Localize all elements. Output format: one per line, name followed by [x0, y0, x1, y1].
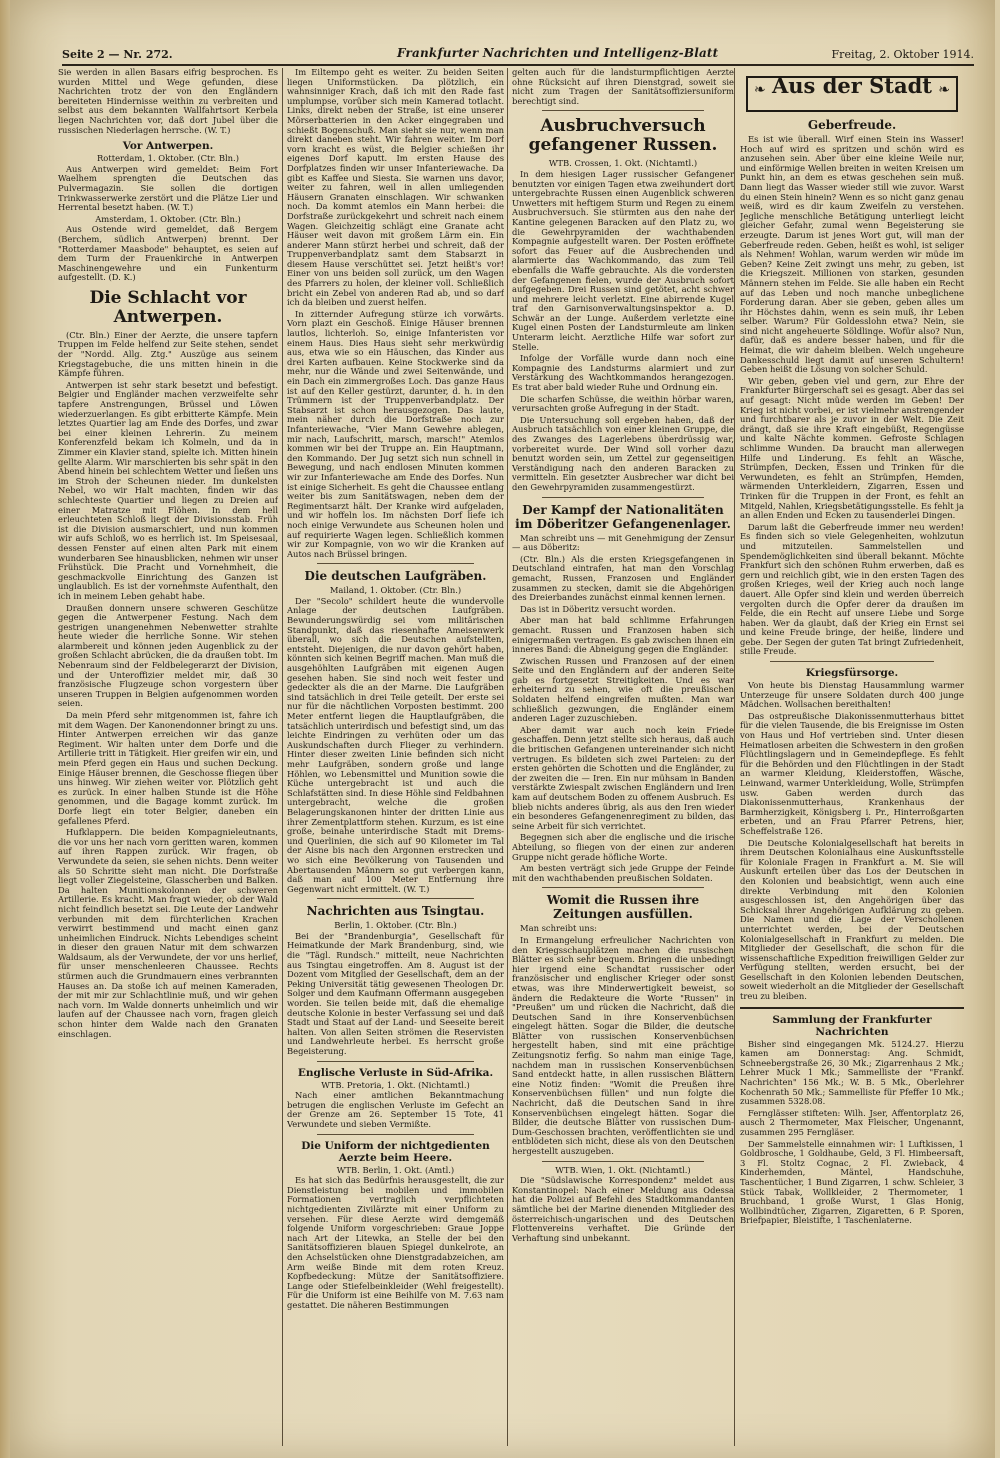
page-number: Seite 2 — Nr. 272.: [62, 48, 173, 61]
article-text: Am besten verträgt sich jede Gruppe der Feinde mit den wachthabenden preußischen Soldaten.: [512, 863, 734, 883]
article-text: In Ermangelung erfreulicher Nachrichten von den Kriegsschauplätzen machen die russischen Blätter es sich sehr bequem. Bringen die unbedingt hier irgend eine Schandtat russischer oder französischer und englischer Krieger oder sonst etwas, was ihre Minderwertigkeit beweist, so ändern die Redakteure die Worte "Russen" in "Preußen" um und rücken die Nachricht, daß die Deutschen Sand in ihre Konservenbüchsen eingelegt hätten. Sogar die Bilder, die deutsche Blätter von russischen Konservenbüchsen hergestellt haben, sind mit eine prächtige Zeitungsnotiz ferfig. So nahm man einige Tage, nachdem man in russischen Konservenbüchsen Sand entdeckt hatte, in allen russischen Blättern eine Notiz finden: "Womit die Preußen ihre Konservenbüchsen füllen" und nun folgte die Nachricht, daß die Deutschen Sand in ihre Konservenbüchsen eingelegt hätten. Sogar die Bilder, die deutsche Blätter von russischen Dum-Dum-Geschossen brachten, veröffentlichten sie und entblödeten sich nicht, diese als von den Deutschen hergestellt auszugeben.: [512, 934, 734, 1156]
headline-geberfreude: Geberfreude.: [807, 118, 897, 132]
column-rule: [734, 68, 735, 1446]
dateline: WTB. Berlin, 1. Okt. (Amtl.): [336, 1164, 455, 1175]
divider: [317, 563, 474, 564]
headline-englische-verluste: Englische Verluste in Süd-Afrika.: [297, 1066, 494, 1079]
article-text: Aus Antwerpen wird gemeldet: Beim Fort Waelhem sprengten die Deutschen das Pulvermagazin. Sie sollen die dortigen Trinkwasserwerke zerstört und die Plätze Lier und Herrental besetzt haben. (W. T.): [58, 163, 278, 213]
divider: [542, 887, 704, 888]
headline-tsingtau: Nachrichten aus Tsingtau.: [306, 904, 485, 919]
article-text: Der Sammelstelle einnahmen wir: 1 Luftkissen, 1 Goldbrosche, 1 Goldhaube, Geld, 3 Fl. Himbeersaft, 3 Fl. Stoltz Cognac, 2 Fl. Zwieback, 4 Kinderhemden, Mäntel, Handschuhe, Taschentücher, 1 Bund Zigarren, 1 schw. Schleier, 3 Stück Tabak, Wollkleider, 2 Thermometer, 1 Bruchband, 1 große Wurst, 1 Glas Honig, Wollbindtücher, Zigarren, Zigaretten, 6 P. Sporen, Briefpapier, Bleistifte, 1 Taschenlaterne.: [740, 1138, 964, 1226]
divider: [542, 110, 704, 111]
ornament-icon: ❧: [754, 82, 766, 98]
divider: [542, 497, 704, 498]
article-text: Antwerpen ist sehr stark besetzt und befestigt. Belgier und Engländer machen verzweifelte sehr tapfere Anstrengungen, Brüssel und Löwen wiederzuerlangen. Es gibt erbitterte Kämpfe. Mein letztes Quartier lag am Ende des Dorfes, und zwar bei einer kleinen Lehrerin. Zu meinem Konferenzfeld bekam ich Kolmeln, und da in Zimmer ein Klavier stand, spielte ich. Mitten hinein gellte Alarm. Wir marschierten bis sehr spät in den Abend hinein bei schlechtem Wetter und ließen uns im Stroh der Scheunen nieder. Im dunkelsten Nebel, wo wir Halt machten, finden wir das schlechteste Quartier und liegen zu Dreien auf einer Matratze mit Flöhen. In dem hell erleuchteten Schloß liegt der Divisionsstab. Früh ist die Division ausmarschiert, und nun kommen wir aufs Schloß, wo es herrlich ist. Im Speisesaal, dessen Fenster auf einen alten Park mit einem wunderbaren See hinausblicken, nehmen wir unser Frühstück. Die Pracht und Vornehmheit, die geschmackvolle Einrichtung des Ganzen ist unglaublich. Es ist der vornehmste Aufenthalt, den ich in meinem Leben gehabt habe.: [58, 379, 278, 601]
article-text: Infolge der Vorfälle wurde dann noch eine Kompagnie des Landsturms alarmiert und zur Verstärkung des Wachtkommandos herangezogen. Es trat aber bald wieder Ruhe und Ordnung ein.: [512, 353, 734, 393]
article-text: Hufklappern. Die beiden Kompagnieleutnants, die vor uns her nach vorn geritten waren, kommen auf ihren Rappen zurück. Wir fragen, ob Verwundete da seien, sie sehen nichts. Denn weiter als 50 Schritte sieht man nicht. Die Dorfstraße liegt voller Ziegelsteine, Glasscherben und Balken. Da halten Munitionskolonnen der schweren Artillerie. Es kracht. Man fragt wieder, ob der Wald nicht feindlich besetzt sei. Die Leute der Landwehr verbunden mit dem fürchterlichen Krachen verwirrt bestimmend und macht einen ganz unheimlichen Eindruck. Nichts Lebendiges scheint in dieser den grauen Natur mit dem schwarzen Waldsaum, als der Verwundete, der vor uns herlief, für unser menschenleeren Chaussee. Rechts stürmen auch die Grundmauern eines verbrannten Hauses an. Da stoße ich auf meinen Kameraden, der mit mir zur Schlachtlinie muß, und wir gehen nach vorn. Im Walde donnerts unheimlich und wir laufen auf der Chaussee nach vorn, fragen gleich schon hinter dem Walde nach den Granaten einschlagen.: [58, 827, 278, 1039]
column-3: [512, 68, 734, 1446]
article-text: Man schreibt uns:: [520, 923, 597, 934]
dateline: Rotterdam, 1. Oktober. (Ctr. Bln.): [97, 153, 239, 164]
dateline: WTB. Wien, 1. Okt. (Nichtamtl.): [555, 1164, 691, 1175]
divider: [542, 1161, 704, 1162]
article-text: Draußen donnern unsere schweren Geschütze gegen die Antwerpener Festung. Nach dem gestrigen unangenehmen Nebenwetter strahlte heute wieder die herrliche Sonne. Wir stehen alarmbereit und können jeden Augenblick zu der großen Schlacht abrücken, die da draußen tobt. Im Nebenraum sind der Feldbelegerarzt der Division, und der Unteroffizier meldet mir, daß 30 französische Flugzeuge schon vorgestern über unseren Truppen in Belgien aufgenommen worden seien.: [58, 602, 278, 709]
article-text: Da mein Pferd sehr mitgenommen ist, fahre ich mit dem Wagen. Der Kanonendonner bringt zu uns. Hinter Antwerpen erreichen wir das ganze Regiment. Wir halten unter dem Dorfe und die Artillerie tritt in Tätigkeit. Hier greifen wir ein, und mein Pferd gegen ein Haus und suchen Deckung. Einige Häuser brennen, die Geschosse fliegen über uns hinweg. Wir ziehen weiter vor. Plötzlich geht es zurück. In einer halben Stunde ist die Höhe genommen, und die Bagage kommt zurück. Im Dorfe liegt ein toter Belgier, daneben ein gefallenes Pferd.: [58, 710, 278, 826]
headline-kriegsfuersorge: Kriegsfürsorge.: [805, 667, 899, 680]
article-text: (Ctr. Bln.) Als die ersten Kriegsgefangenen in Deutschland eintrafen, hat man den Vorschlag gemacht, Russen, Franzosen und Engländer zusammen zu stecken, damit sie die Abgehörigen des Dreierbandes zunächst einmal kennen lernen.: [512, 553, 734, 603]
column-rule: [282, 68, 283, 1446]
divider: [770, 661, 934, 662]
article-text: Die "Südslawische Korrespondenz" meldet aus Konstantinopel: Nach einer Meldung aus Odessa hat die Polizei auf Befehl des Stadtkommandanten sämtliche bei der Marine dienenden Mitglieder des österreichisch-ungarischen und des Deutschen Flottenvereins verhaftet. Die Gründe der Verhaftung sind unbekannt.: [512, 1175, 734, 1243]
article-text: Begegnen sich aber die englische und die irische Abteilung, so fliegen von der einen zur anderen Gruppe nicht gerade höfliche Worte.: [512, 832, 734, 862]
article-text: Der "Secolo" schildert heute die wundervolle Anlage der deutschen Laufgräben. Bewunderungswürdig sei vom militärischen Standpunkt, daß das riesenhafte Ameisenwerk überall, wo sich die Deutschen aufstellten, entsteht. Diejenigen, die nur davon gehört haben, könnten sich keinen Begriff machen. Man muß die ausgehöhlten Laufgräben mit eigenen Augen gesehen haben. Sie sind noch weit fester und gedeckter als die an der Marne. Die Laufgräben sind tatsächlich in drei Teile geteilt. Der erste sei nur für die nächtlichen Vorposten bestimmt. 200 Meter entfernt liegen die Hauptlaufgräben, die tatsächlich unterirdisch und befestigt sind, um das leichte Eindringen zu verhüten oder um das Auskundschaften durch Flieger zu verhindern. Hinter dieser zweiten Linie befinden sich nicht mehr Laufgräben, sondern große und lange Höhlen, wo Lebensmittel und Munition sowie die Küche untergebracht ist und auch die Schlafstätten sind. In diese Höhle sind Feldbahnen untergebracht, welche die großen Belagerungskanonen hinter der dritten Linie aus ihrer Zementplattform stehen. Kurzum, es ist eine große, beinahe unterirdische Stadt mit Drems- und Querlinien, die sich auf 90 Kilometer im Tal der Aisne bis nach den Argonnen erstrecken und wo sich eine Bevölkerung von Tausenden und Abertausenden Männern so gut verbergen kann, daß man auf 100 Meter Entfernung ihre Gegenwart nicht ermittelt. (W. T.): [287, 595, 504, 894]
newspaper-page: [10, 0, 995, 1458]
article-text: Das ostpreußische Diakonissenmutterhaus bittet für die vielen Tausende, die bis Ereignisse im Osten von Haus und Hof vertrieben sind. Unter diesen Heimatlosen arbeiten die Schwestern in den großen Flüchtlingslagern und in Gemeindepflege. Es fehlt für die Behörden und den Flüchtlingen in der Stadt an warmer Kleidung, Kleiderstoffen, Wäsche, Leinwand, warmer Unterkleidung, Wolle, Strümpfen usw. Gaben werden durch das Diakonissenmutterhaus, Krankenhaus der Barmherzigkeit, Königsberg i. Pr., Hinterroßgarten erbeten, und an Frau Pfarrer Petrens, hier, Scheffelstraße 126.: [740, 710, 964, 836]
section-title-box: [746, 73, 958, 112]
article-text: Darum laßt die Geberfreude immer neu werden! Es finden sich so viele Gelegenheiten, wohlzutun und mitzuteilen. Sammelstellen und Spendemöglichkeiten sind überall bekannt. Möchte Frankfurt sich den schönen Ruhm erwerben, daß es gern und reichlich gibt, wie in den ersten Tagen des großen Krieges, weil der Krieg auch noch lange dauert. Alle Opfer sind klein und werden überreich vergolten durch die Opfer derer da draußen im Felde, die ein Recht auf unsere Liebe und Sorge haben. Wer da glaubt, daß der Krieg ein Ernst sei und keine Freude bringe, der heiße, lindere und gebe. Der Segen der guten Tat bringt Zufriedenheit, stille Freude.: [740, 521, 964, 657]
article-text: Es hat sich das Bedürfnis herausgestellt, die zur Dienstleistung bei mobilen und immobilen Formationen vertraglich verpflichteten nichtgedienten Zivilärzte mit einer Uniform zu versehen. Für diese Aerzte wird demgemäß folgende Uniform vorgeschrieben: Graue Joppe nach Art der Litewka, an Stelle der bei den Sanitätsoffizieren blauen Spiegel dunkelrote, an den Achselstücken ohne Dienstgradabzeichen, am Arm weiße Binde mit dem roten Kreuz. Kopfbedeckung: Mütze der Sanitätsoffiziere. Lange oder Stiefelbeinkleider (Wehl freigestellt). Für die Uniform ist eine Beihilfe von M. 7.63 nam gestattet. Die näheren Bestimmungen: [287, 1175, 504, 1310]
headline-uniform: Die Uniform der nichtgedienten Aerzte beim Heere.: [301, 1139, 490, 1164]
article-text: Fernglässer stifteten: Wilh. Jser, Affentorplatz 26, ausch 2 Thermometer, Max Fleischer, Ungenannt, zusammen 295 Ferngläser.: [740, 1107, 964, 1137]
article-text: Bisher sind eingegangen Mk. 5124.27. Hierzu kamen am Donnerstag: Ang. Schmidt, Schneebergstraße 26, 30 Mk.; Zigarrenhaus 2 Mk.; Lehrer Muck 1 Mk.; Sammelliste der "Frankf. Nachrichten" 156 Mk.; W. B. 5 Mk., Oberlehrer Kochenrath 50 Mk.; Sammelliste für Pfeffer 10 Mk.; zusammen 5328.08.: [740, 1038, 964, 1107]
divider: [317, 1061, 474, 1062]
divider: [317, 1134, 474, 1135]
headline-antwerpen: Vor Antwerpen.: [122, 140, 214, 153]
divider: [740, 1007, 964, 1009]
dateline: WTB. Crossen, 1. Okt. (Nichtamtl.): [548, 158, 698, 169]
article-text: Die Untersuchung soll ergeben haben, daß der Ausbruch tatsächlich von einer kleinen Gruppe, die des Zwanges des Lagerlebens überdrüssig war, vorbereitet wurde. Der Wind soll vorher dazu benutzt worden sein, um Zettel zur gegenseitigen Verständigung nach den anderen Baracken zu vermitteln. Ein gesetzter Ausbrecher war dicht bei den Gewehrpyramiden zusammengestürzt.: [512, 414, 734, 492]
dateline: Amsterdam, 1. Oktober. (Ctr. Bln.): [95, 213, 241, 224]
dateline: Mailand, 1. Oktober. (Ctr. Bln.): [329, 585, 462, 596]
article-text: In zitternder Aufregung stürze ich vorwärts. Vorn plazt ein Geschoß. Einige Häuser brennen lautlos, lichterloh. So, einige Infanteristen vor einem Haus. Dies Haus sieht sehr merkwürdig aus, etwa wie so ein Häuschen, das Kinder aus drei Karten aufbauen. Keine Stockwerke sind da mehr, nur die Wände und zwei Seitenwände, und ein Dach ein zimmergroßes Loch. Das ganze Haus ist auf den Keller gestürzt, darunter, d. h. in den Trümmern ist der Truppenverbandplatz. Der Stabsarzt ist schon herausgezogen. Das laute, mein näher durch die Dorfstraße noch zur Infanteriewache, "Vier Mann Gewehre ablegen, mir nach, Laufschritt, marsch, marsch!" Atemlos kommen wir bei der Truppe an. Ein Hauptmann, den Kommando. Der Jug setzt sich nun schnell in Bewegung, und nach endlosen Minuten kommen wir zur Infanteriewache am Ende des Dorfes. Nun ist einige Sicherheit. Es geht die Chaussee entlang weiter bis zum Sanitätswagen, neben dem der Regimentsarzt hält. Der Kranke wird aufgeladen, und wir hoffeln los. Im nächsten Dorf liefe ich noch einige Verwundete aus Scheunen holen und auf requirierte Wagen legen. Schließlich kommen wir zur Kompagnie, von wo wir die Kranken auf Autos nach Brüssel bringen.: [287, 308, 504, 559]
headline-kampf-nationalitaeten: Der Kampf der Nationalitäten im Döberitzer Gefangenenlager.: [515, 502, 731, 531]
article-text: Zwischen Russen und Franzosen auf der einen Seite und den Engländern auf der anderen Seite gab es fortgesetzt Streitigkeiten. Und es war erheiternd zu sehen, wie oft die preußischen Soldaten helfend eingreifen mußten. Man war schließlich gezwungen, die Engländer einem anderen Lager zuzuschieben.: [512, 655, 734, 724]
column-2: [287, 68, 504, 1446]
headline-ausbruchversuch: Ausbruchversuch gefangener Russen.: [528, 116, 718, 156]
article-text: Sie werden in allen Basars eifrig besprochen. Es wurden Mittel und Wege gefunden, diese Nachrichten trotz der von den Engländern bereiteten Hindernisse weithin zu verbreiten und selbst aus dem bekannten Wallfahrtsort Kerbela liegen Nachrichten vor, daß dort Jubel über die russischen Niederlagen herrsche. (W. T.): [58, 68, 278, 135]
section-title: Aus der Stadt: [772, 73, 932, 98]
masthead: Frankfurter Nachrichten und Intelligenz-Blatt: [397, 46, 719, 60]
column-4: [740, 68, 964, 1446]
article-text: Von heute bis Dienstag Hausammlung warmer Unterzeuge für unsere Soldaten durch 400 junge Mädchen. Wollsachen bereithalten!: [740, 680, 964, 710]
article-text: Die Deutsche Kolonialgesellschaft hat bereits in ihrem Deutschen Kolonialhaus eine Auskunftsstelle für Koloniale Fragen in Frankfurt a. M. Sie will Auskunft erteilen über das Los der Deutschen in den Kolonien und beabsichtigt, wenn auch eine direkte Verbindung mit den Kolonien ausgeschlossen ist, den Angehörigen über das Schicksal ihrer Angehörigen Aufklärung zu geben. Die Namen und die Lage der Verschollenen unterrichtet werden, bei der Deutschen Kolonialgesellschaft in Frankfurt zu melden. Die Mitglieder der Gesellschaft, die schon für die wissenschaftliche Expedition freiwilligen Gelder zur Verfügung stellten, werden ersucht, bei der Gesellschaft in den Kolonien lebenden Deutschen, soweit wiederholt an die Mitglieder der Gesellschaft treu zu bleiben.: [740, 837, 964, 1002]
article-text: Im Eiltempo geht es weiter. Zu beiden Seiten liegen Uniformstücken. Da plötzlich, ein wahnsinniger Krach, daß ich mit den Rade fast umplumpse, vorüber sich mein Kamerad totlacht. Links, direkt neben der Straße, ist eine unserer Mörserbatterien in den Acker eingegraben und schießt Bogenschuß. Man sieht sie nur, wenn man direkt daneben steht. Wir fahren weiter. Im Dorf vorn kracht es wüst, die Belgier schießen ihr eigenes Dorf kaputt. Im ersten Hause des Dorfplatzes finden wir unser Infanteriewache. Da gibt es Kaffee und Siesta. Sie warnen uns davor, weiter zu fahren, weil in allen umliegenden Häusern Granaten einschlagen. Wir schwanken noch. Da kommt atemlos ein Mann herbei: die Dorfstraße zurückgekehrt und schreit nach einem Wagen. Gleichzeitig schlägt eine Granate acht Häuser weit davon mit großem Lärm ein. Ein anderer Mann stürzt herbei und schreit, daß der Truppenverbandplatz samt dem Stabsarzt in diesem Hause verschüttet sei. Jetzt heißt's vor! Einer von uns beiden soll zurück, um den Wagen des Pfarrers zu holen, der kleiner voll. Schließlich bricht ein Zebel von anderen Rad ab, und so darf ich da bleiben und zuerst helfen.: [287, 68, 504, 308]
article-text: Aus Ostende wird gemeldet, daß Bergem (Berchem, südlich Antwerpen) brennt. Der "Rotterdamer Maasbode" behauptet, es seien auf dem Turm der Frauenkirche in Antwerpen Maschinengewehre und ein Funkenturm aufgestellt. (D. K.): [58, 224, 278, 283]
article-text: Aber damit war auch noch kein Friede geschaffen. Denn jetzt stellte sich heraus, daß auch die britischen Gefangenen untereinander sich nicht vertrugen. Es bildeten sich zwei Parteien: zu der ersten gehörten die Schotten und die Engländer, zu der zweiten die — Iren. Ein nur mühsam in Banden verstärkte Zwiespalt zwischen Engländern und Iren kam auf deutschem Boden zu offenem Ausbruch. Es blieb nichts anderes übrig, als aus den Iren wieder ein besonderes Gefangenenregiment zu bilden, das seine Arbeit für sich verrichtet.: [512, 724, 734, 831]
article-text: Nach einer amtlichen Bekanntmachung betrugen die englischen Verluste im Gefecht an der Grenze am 26. September 15 Tote, 41 Verwundete und sieben Vermißte.: [287, 1090, 504, 1129]
headline-laufgraeben: Die deutschen Laufgräben.: [304, 569, 487, 584]
article-text: Es ist wie überall. Wirf einen Stein ins Wasser! Hoch auf wird es spritzen und schön wird es anzusehen sein. Aber über eine kleine Weile nur, und einförmige Wellen breiten in weiten Kreisen um Punkt hin, an dem es etwas geschehen sein muß. Dann liegt das Wasser wieder still wie zuvor. Warst du einen Stein hinein? Wenn es so nicht ganz genau weiß, wird es dir kaum Zweifeln zu verstehen. Jegliche menschliche Betätigung unterliegt leicht gleicher Gefahr, zumal wenn Begeisterung sie erzeugte. Darum ist jenes Wort gut, will man der Geberfreude reden. Geben, heißt es wohl, ist seliger als Nehmen! Wohlan, warum werden wir müde im Geben? Keine Zeit zwingt uns mehr, zu geben, ist die Kriegszeit. Millionen von starken, gesunden Männern stehen im Felde. Sie alle haben ein Recht auf das Leben und noch manche unbeglichene Forderung daran. Aber sie geben, geben alles um ihr Höchstes dahin, wenn es sein muß, ihr Leben selber. Warum? Für Goldesslohn etwa? Nein, sie sind nicht angeheuerte Söldlinge. Wofür also? Nun, dafür, daß es andere besser haben, und für die Heimat, die wir daheim bleiben. Welch ungeheure Dankesschuld liegt damit auf unseren Schultern! Geben heißt die Lösung von solcher Schuld.: [740, 134, 964, 375]
article-text: Aber man hat bald schlimme Erfahrungen gemacht. Russen und Franzosen haben sich einigermaßen vertragen. Es gab zwischen ihnen ein inneres Band: die Abneigung gegen die Engländer.: [512, 615, 734, 655]
column-rule: [507, 68, 508, 1446]
article-text: (Ctr. Bln.) Einer der Aerzte, die unsere tapfern Truppen im Felde helfend zur Seite stehen, sendet der "Nordd. Allg. Ztg." Auszüge aus seinem Kriegstagebuche, die uns mitten hinein in die Kämpfe führen.: [58, 329, 278, 379]
article-text: In dem hiesigen Lager russischer Gefangener benutzten vor einigen Tagen etwa zweihundert dort untergebrachte Russen einen Augenblick schweren Unwetters mit heftigem Sturm und Regen zu einem Ausbruchversuch. Sie stürmten aus den nahe der Kantine gelegenen Baracken auf den Platz zu, wo die Gewehrpyramiden der wachthabenden Kompagnie aufgestellt waren. Der Posten eröffnete sofort das Feuer auf die Ausbrechenden und alarmierte das Wachkommando, das zum Teil ebenfalls die Waffe gebrauchte. Als die vordersten der Gefangenen fielen, wurde der Ausbruch sofort aufgegeben. Drei Russen sind getötet, acht schwer und mehrere leicht verletzt. Eine abirrende Kugel traf den Garnisonverwaltungsinspektor a. D. Schwär an der Lunge. Außerdem verletzte eine Kugel einen Posten der Landsturmleute am linken Unterarm leicht. Aerztliche Hilfe war sofort zur Stelle.: [512, 168, 734, 352]
article-text: Bei der "Brandenburgia", Gesellschaft für Heimatkunde der Mark Brandenburg, sind, wie die "Tägl. Rundsch." mitteilt, neue Nachrichten aus Tsingtau eingetroffen. Am 8. August ist der Dozent vom Mitglied der Gesellschaft, dem an der Peking Universität tätig gewesenen Theologen Dr. Solger und dem Kaufmann Offermann ausgegeben worden. Sie teilen beide mit, daß die ehemalige deutsche Kolonie in bester Verfassung sei und daß Stadt und Staat auf der Land- und Seeseite bereit halten. Von allen Seiten strömen die Reservisten und Landwehrleute herbei. Es herrscht große Begeisterung.: [287, 930, 504, 1056]
dateline: Berlin, 1. Oktober. (Ctr. Bln.): [334, 920, 457, 931]
page-header: [62, 46, 974, 66]
divider: [317, 898, 474, 899]
dateline: WTB. Pretoria, 1. Okt. (Nichtamtl.): [321, 1079, 470, 1090]
ornament-icon: ❧: [938, 82, 950, 98]
article-text: Die scharfen Schüsse, die weithin hörbar waren, verursachten große Aufregung in der Stadt.: [512, 393, 734, 414]
article-text: Das ist in Döberitz versucht worden.: [520, 603, 676, 614]
article-text: Wir geben, geben viel und gern, zur Ehre der Frankfurter Bürgerschaft sei es gesagt. Aber das sei auf gesagt: Nicht müde werden im Geben! Der Krieg ist nicht vorbei, er ist vielmehr anstrengender und furchtbarer als je zuvor in der Welt. Die Zeit drängt, daß sie ihre Kraft eingebüßt, Regengüsse und kalte Nächte kommen. Gefroste Schlagen schlimme Wunden. Da braucht man allerwegen Hilfe und Linderung. Es fehlt an Wäsche, Strümpfen, Decken, Essen und Trinken für die Verwundeten, es fehlt an Strümpfen, Hemden, wärmenden Unterkleidern, Zigarren, Essen und Trinken für die Truppen in der Front, es fehlt an Mitgeld, Nahlen, Kriegsbetätigungsstelle. Es fehlt ja an allen Enden und Ecken zu tausenderlei Dingen.: [740, 375, 964, 521]
headline-sammlung: Sammlung der Frankfurter Nachrichten: [772, 1013, 932, 1038]
issue-date: Freitag, 2. Oktober 1914.: [831, 48, 974, 61]
article-text: gelten auch für die landsturmpflichtigen Aerzte ohne Rücksicht auf ihren Dienstgrad, soweit sie nicht zum Tragen der Sanitätsoffiziersuniform berechtigt sind.: [512, 68, 734, 106]
article-text: Man schreibt uns — mit Genehmigung der Zensur — aus Döberitz:: [512, 532, 734, 553]
headline-schlacht: Die Schlacht vor Antwerpen.: [89, 287, 247, 327]
column-1: [58, 68, 278, 1446]
headline-russische-zeitungen: Womit die Russen ihre Zeitungen ausfüllen.: [546, 893, 700, 922]
